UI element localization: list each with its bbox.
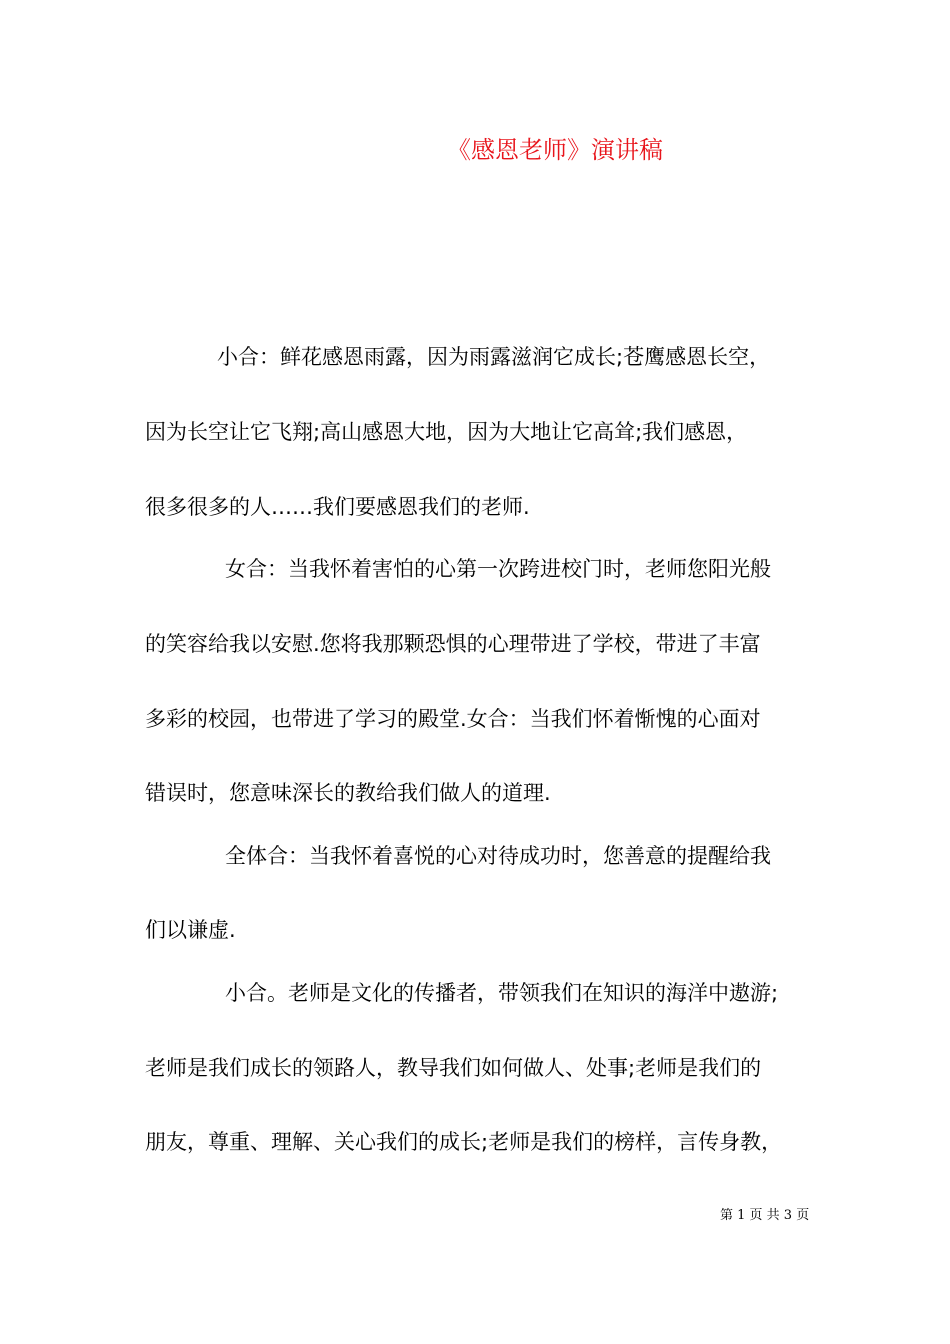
- paragraph-line: 因为长空让它飞翔;高山感恩大地，因为大地让它高耸;我们感恩，: [145, 420, 748, 444]
- page-footer: 第 1 页 共 3 页: [720, 1208, 810, 1223]
- paragraph-line: 的笑容给我以安慰.您将我那颗恐惧的心理带进了学校，带进了丰富: [145, 632, 761, 656]
- document-title: 《感恩老师》演讲稿: [447, 136, 663, 164]
- paragraph-line: 朋友，尊重、理解、关心我们的成长;老师是我们的榜样，言传身教，: [145, 1130, 783, 1154]
- paragraph-line: 多彩的校园，也带进了学习的殿堂.女合：当我们怀着惭愧的心面对: [145, 707, 761, 731]
- paragraph-line: 老师是我们成长的领路人，教导我们如何做人、处事;老师是我们的: [145, 1056, 762, 1080]
- paragraph-line: 很多很多的人……我们要感恩我们的老师.: [145, 495, 530, 519]
- paragraph-line: 错误时，您意味深长的教给我们做人的道理.: [145, 781, 551, 805]
- paragraph-line: 小合。老师是文化的传播者，带领我们在知识的海洋中遨游;: [225, 981, 779, 1005]
- paragraph-line: 们以谦虚.: [145, 918, 236, 942]
- paragraph-line: 女合：当我怀着害怕的心第一次跨进校门时，老师您阳光般: [225, 557, 771, 581]
- paragraph-line: 全体合：当我怀着喜悦的心对待成功时，您善意的提醒给我: [225, 844, 771, 868]
- paragraph-line: 小合：鲜花感恩雨露，因为雨露滋润它成长;苍鹰感恩长空，: [217, 345, 771, 369]
